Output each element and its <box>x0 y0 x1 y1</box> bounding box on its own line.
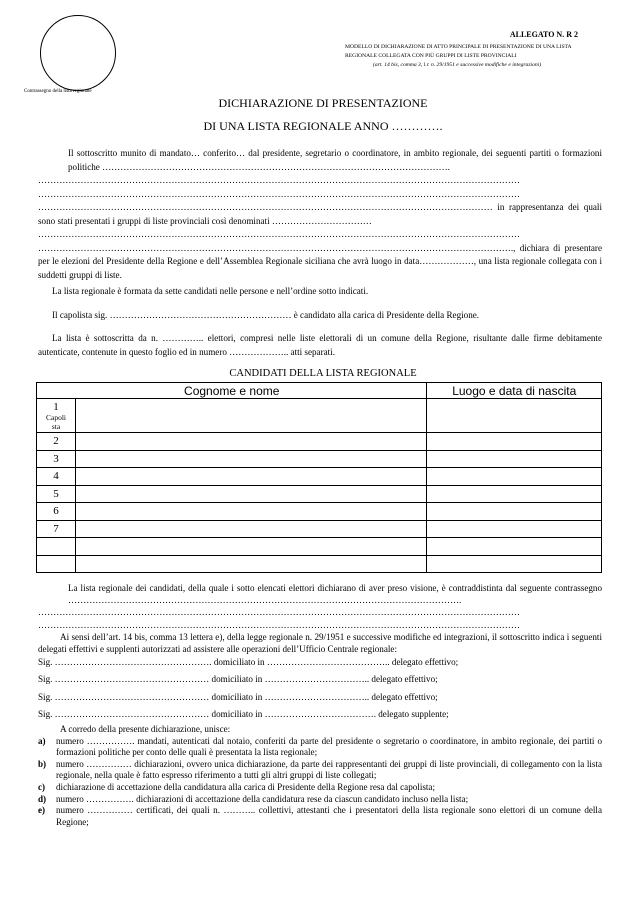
table-row <box>37 503 602 521</box>
paragraph-capolista: Il capolista sig. …………………………………………………… è candidato alla carica di Presidente della Regione. <box>52 309 480 320</box>
row-number-cell <box>37 399 76 433</box>
dotted-line: …………………………………………………………………………………………………………………………………………… <box>38 607 520 618</box>
row-number: 4 <box>37 468 76 486</box>
name-cell[interactable] <box>76 503 427 521</box>
name-cell[interactable] <box>76 399 427 433</box>
table-header-row <box>37 383 602 399</box>
row-number: 3 <box>37 450 76 468</box>
contrassegno-circle <box>40 15 116 91</box>
contrassegno-label: Contrassegno della lista regionale <box>24 89 92 94</box>
table-row <box>37 468 602 486</box>
item-key: b) <box>38 758 47 769</box>
delegate-line-1: Sig. ……………………………………………. domiciliato in ………………………………….. delegato effettivo; <box>38 657 459 668</box>
body-text <box>38 147 602 359</box>
paragraph-signatures: La lista è sottoscritta da n. ………….. elettori, compresi nelle liste elettorali di un comune della Regione, risultante dalle firme debitamente autenticate, contenute in questo foglio ed in numero ……………….. atti separati. <box>38 333 602 357</box>
birth-cell[interactable] <box>427 468 602 486</box>
paragraph-representation: …………………………………………………………………………………………………………………………………… in rappresentanza dei quali sono stati presentati i gruppi di liste provinciali così denominati …………………………… <box>38 202 602 226</box>
modello-description <box>345 43 630 70</box>
paragraph-mandate: Il sottoscritto munito di mandato… conferito… dal presidente, segretario o coordinatore, in ambito regionale, dei seguenti partiti o formazioni politiche ……………………………………………………………………………………………………. <box>68 148 602 172</box>
item-text: numero ……………. dichiarazioni di accettazione della candidatura rese da ciascun candidato incluso nella lista; <box>56 793 469 804</box>
paragraph-delegati: Ai sensi dell’art. 14 bis, comma 13 lettera e), della legge regionale n. 29/1951 e successive modifiche ed integrazioni, il sottoscritto indica i seguenti delegati effettivi e supplenti autorizzati ad assistere alle operazioni dell’Ufficio Centrale regionale: <box>38 631 602 655</box>
dotted-line: …………………………………………………………………………………………………………………………………………… <box>38 229 520 239</box>
table-row <box>37 520 602 538</box>
table-row <box>37 485 602 503</box>
item-key: c) <box>38 781 46 792</box>
list-item <box>38 782 602 794</box>
header-birth: Luogo e data di nascita <box>427 383 602 399</box>
modello-line-1: MODELLO DI DICHIARAZIONE DI ATTO PRINCIPALE DI PRESENTAZIONE DI UNA LISTA <box>345 44 572 50</box>
paragraph-declaration: …………………………………………………………………………………………………………………………………………., dichiara di presentare per le elezioni del Presidente della Regione e dell’Assemblea Regionale siciliana che avrà luogo in data………………, una lista regionale collegata con i suddetti gruppi di liste. <box>38 242 602 280</box>
item-text: dichiarazione di accettazione della candidatura alla carica di Presidente della Regione resa dal capolista; <box>56 781 435 792</box>
dotted-line: …………………………………………………………………………………………………………………………………………… <box>38 175 520 185</box>
list-item <box>38 805 602 828</box>
birth-cell[interactable] <box>427 503 602 521</box>
name-cell[interactable] <box>76 520 427 538</box>
birth-cell[interactable] <box>427 520 602 538</box>
row-number <box>37 555 76 573</box>
list-item <box>38 794 602 806</box>
row-number: 2 <box>37 433 76 451</box>
row-number <box>37 538 76 556</box>
item-key: e) <box>38 805 46 816</box>
delegate-line-2: Sig. …………………………………………… domiciliato in …………………………….. delegato effettivo; <box>38 674 438 685</box>
modello-line-3: (art. 14 bis, comma 3, l.r. n. 29/1951 e successive modifiche e integrazioni) <box>373 62 542 68</box>
row-number: 6 <box>37 503 76 521</box>
paragraph-contrassegno: La lista regionale dei candidati, della quale i sotto elencati elettori dichiarano di aver preso visione, è contraddistinta dal seguente contrassegno …………………………………………………………………………………………………………………. <box>68 583 602 606</box>
birth-cell[interactable] <box>427 538 602 556</box>
attachments-list <box>38 724 602 828</box>
delegate-line-3: Sig. …………………………………………… domiciliato in …………………………….. delegato effettivo; <box>38 691 438 702</box>
modello-line-2: REGIONALE COLLEGATA CON PIÙ GRUPPI DI LISTE PROVINCIALI <box>345 53 517 59</box>
item-text: numero …………… dichiarazioni, ovvero unica dichiarazione, da parte dei rappresentanti dei gruppi di liste provinciali, di collegamento con la lista regionale, nella quale è fatto espresso riferimento a tutti gli altri gruppi di liste collegati; <box>56 758 602 781</box>
name-cell[interactable] <box>76 485 427 503</box>
birth-cell[interactable] <box>427 555 602 573</box>
attachments-intro: A corredo della presente dichiarazione, unisce: <box>60 724 231 734</box>
capolista-label: Capoli sta <box>46 412 66 431</box>
birth-cell[interactable] <box>427 485 602 503</box>
document-title: DICHIARAZIONE DI PRESENTAZIONE <box>218 96 428 110</box>
table-row <box>37 538 602 556</box>
candidates-section-title: CANDIDATI DELLA LISTA REGIONALE <box>229 368 417 379</box>
name-cell[interactable] <box>76 468 427 486</box>
candidates-table <box>36 382 602 573</box>
birth-cell[interactable] <box>427 433 602 451</box>
table-row <box>37 433 602 451</box>
list-item <box>38 736 602 759</box>
birth-cell[interactable] <box>427 450 602 468</box>
list-item <box>38 759 602 782</box>
birth-cell[interactable] <box>427 399 602 433</box>
item-text: numero ……………. mandati, autenticati dal notaio, conferiti da parte del presidente o segretario o coordinatore, in ambito regionale, dei partiti o formazioni politiche per conto delle quali è presentata la lista regionale; <box>56 735 602 758</box>
table-row-capolista <box>37 399 602 433</box>
header-name: Cognome e nome <box>37 383 427 399</box>
name-cell[interactable] <box>76 433 427 451</box>
item-text: numero …………… certificati, dei quali n. ……….. collettivi, attestanti che i presentatori della lista regionale sono elettori di un comune della Regione; <box>56 805 602 827</box>
row-number: 1 <box>53 400 59 413</box>
footer-text <box>38 582 602 720</box>
delegate-line-4: Sig. …………………………………………… domiciliato in ………………………………. delegato supplente; <box>38 708 449 719</box>
item-key: d) <box>38 793 47 804</box>
row-number: 7 <box>37 520 76 538</box>
dotted-line: …………………………………………………………………………………………………………………………………………… <box>38 188 520 199</box>
dotted-line: …………………………………………………………………………………………………………………………………………… <box>38 619 520 630</box>
table-row <box>37 555 602 573</box>
paragraph-composition: La lista regionale è formata da sette candidati nelle persone e nell’ordine sotto indicati. <box>52 286 369 296</box>
table-row <box>37 450 602 468</box>
item-key: a) <box>38 735 46 746</box>
name-cell[interactable] <box>76 555 427 573</box>
row-number: 5 <box>37 485 76 503</box>
document-subtitle: DI UNA LISTA REGIONALE ANNO …………. <box>203 119 443 133</box>
allegato-label: ALLEGATO N. R 2 <box>509 30 578 39</box>
name-cell[interactable] <box>76 538 427 556</box>
name-cell[interactable] <box>76 450 427 468</box>
